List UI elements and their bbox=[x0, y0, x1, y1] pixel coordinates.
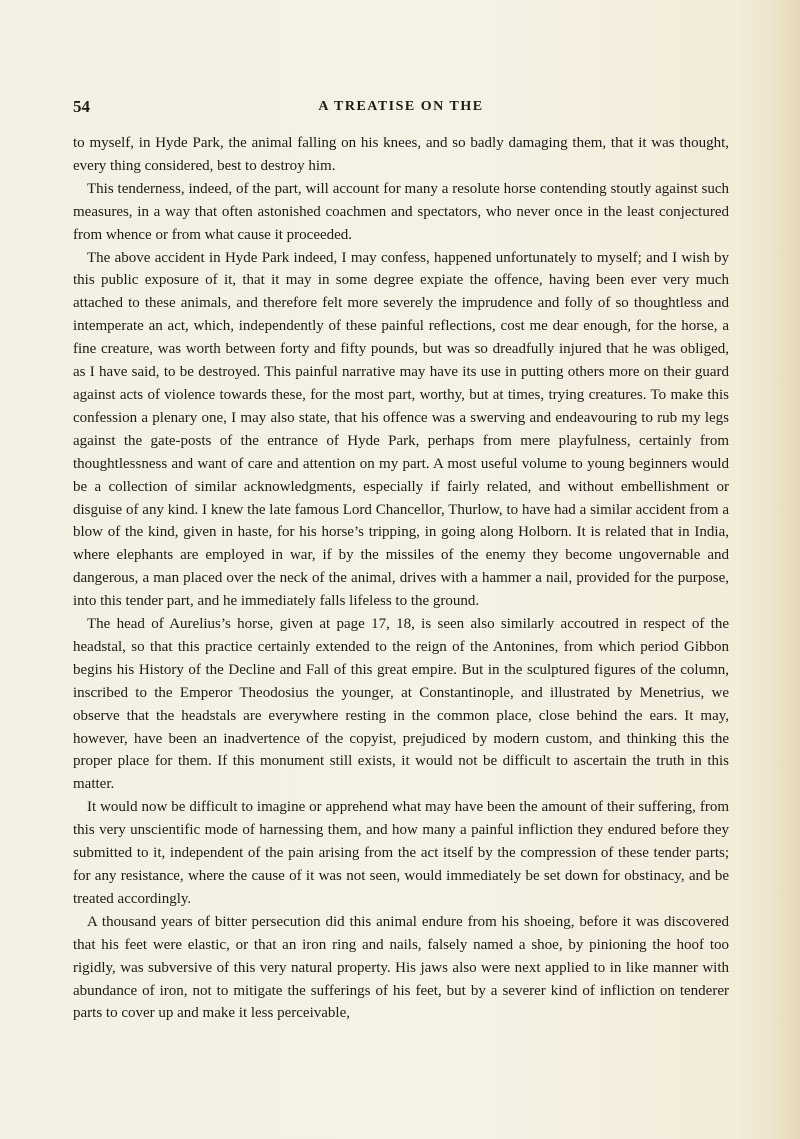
paragraph: A thousand years of bitter persecution did this animal endure from his shoeing, before it was discovered that his feet were elastic, or that an iron ring and nails, falsely named a shoe, by pinioning the hoof too rigidly, was subversive of this very natural property. His jaws also were next applied to in like manner with abundance of iron, not to mitigate the sufferings of his feet, but by a severer kind of infliction on tenderer parts to cover up and make it less perceivable, bbox=[73, 913, 729, 1022]
paragraph: This tenderness, indeed, of the part, will account for many a resolute horse contending stoutly against such measures, in a way that often astonished coachmen and spectators, who never once in the least conjectured from whence or from what cause it proceeded. bbox=[73, 180, 729, 243]
running-head: A TREATISE ON THE bbox=[318, 99, 484, 114]
paragraph: to myself, in Hyde Park, the animal falling on his knees, and so badly damaging them, that it was thought, every thing considered, best to destroy him. bbox=[73, 135, 729, 174]
page-number: 54 bbox=[73, 97, 90, 116]
paragraph: The head of Aurelius’s horse, given at page 17, 18, is seen also similarly accoutred in respect of the headstal, so that this practice certainly extended to the reign of the Antonines, from which period Gibbon begins his History of the Decline and Fall of this great empire. But in the sculptured figures of the column, inscribed to the Emperor Theodosius the younger, at Constantinople, and illustrated by Menetrius, we observe that the headstals are everywhere resting in the common place, close behind the ears. It may, however, have been an inadvertence of the copyist, prejudiced by modern custom, and thinking this the proper place for them. If this monument still exists, it would not be difficult to ascertain the truth in this matter. bbox=[73, 616, 729, 793]
page-header bbox=[73, 97, 729, 119]
paragraph: It would now be difficult to imagine or apprehend what may have been the amount of their suffering, from this very unscientific mode of harnessing them, and how many a painful infliction they endured before they submitted to it, independent of the pain arising from the act itself by the compression of these tender parts; for any resistance, where the cause of it was not seen, would immediately be set down for obstinacy, and be treated accordingly. bbox=[73, 799, 729, 907]
page-edge-discoloration bbox=[774, 0, 800, 1139]
body-text bbox=[73, 132, 729, 1025]
paragraph: The above accident in Hyde Park indeed, I may confess, happened unfortunately to myself; and I wish by this public exposure of it, that it may in some degree expiate the offence, having been ever very much attached to these animals, and therefore felt more severely the imprudence and folly of so thoughtless and intemperate an act, which, independently of these painful reflections, cost me dear enough, for the horse, a fine creature, was worth between forty and fifty pounds, but was so dreadfully injured that he was obliged, as I have said, to be destroyed. This painful narrative may have its use in putting others more on their guard against acts of violence towards these, for the most part, worthy, but at times, trying creatures. To make this confession a plenary one, I may also state, that his offence was a swerving and endeavouring to rub my legs against the gate-posts of the entrance of Hyde Park, perhaps from mere playfulness, certainly from thoughtlessness and want of care and attention on my part. A most useful volume to young beginners would be a collection of similar acknowledgments, especially if fairly related, and without embellishment or disguise of any kind. I knew the late famous Lord Chancellor, Thurlow, to have had a similar accident from a blow of the kind, given in haste, for his horse’s tripping, in going along Holborn. It is related that in India, where elephants are employed in war, if by the missiles of the enemy they become ungovernable and dangerous, a man placed over the neck of the animal, drives with a hammer a nail, provided for the purpose, into this tender part, and he immediately falls lifeless to the ground. bbox=[73, 249, 729, 610]
